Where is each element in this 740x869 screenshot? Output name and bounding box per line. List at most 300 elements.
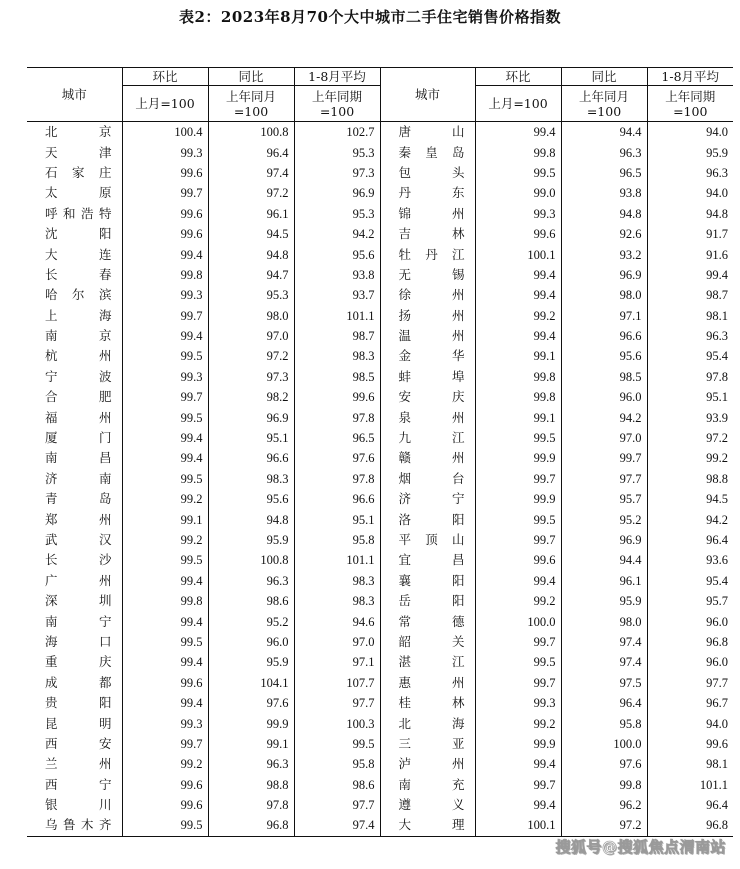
avg-index-cell: 98.8 [647,469,733,489]
city-name-cell: 西宁 [27,775,122,795]
table-row [27,244,733,264]
table-row [27,285,733,305]
table-row [27,367,733,387]
table-row [27,591,733,611]
city-name-cell: 杭州 [27,346,122,366]
yoy-index-cell: 100.8 [208,122,294,143]
mom-index-cell: 99.6 [122,775,208,795]
avg-index-cell: 95.6 [294,244,380,264]
yoy-index-cell: 95.1 [208,428,294,448]
city-name-cell: 常德 [380,611,475,631]
avg-index-cell: 96.8 [647,815,733,836]
table-row [27,265,733,285]
mom-index-cell: 99.7 [122,183,208,203]
mom-index-cell: 99.8 [122,265,208,285]
yoy-index-cell: 97.8 [208,795,294,815]
yoy-index-cell: 98.0 [208,306,294,326]
mom-index-cell: 100.1 [475,815,561,836]
yoy-index-cell: 96.3 [561,142,647,162]
mom-index-cell: 99.4 [122,652,208,672]
avg-index-cell: 99.5 [294,734,380,754]
yoy-index-cell: 97.6 [561,754,647,774]
table-row [27,326,733,346]
city-name-cell: 九江 [380,428,475,448]
yoy-index-cell: 97.1 [561,306,647,326]
yoy-index-cell: 96.1 [208,204,294,224]
mom-index-cell: 99.6 [475,224,561,244]
mom-index-cell: 99.5 [122,346,208,366]
city-name-cell: 北海 [380,713,475,733]
city-name-cell: 北京 [27,122,122,143]
avg-index-cell: 95.3 [294,204,380,224]
yoy-index-cell: 100.0 [561,734,647,754]
mom-index-cell: 99.5 [475,509,561,529]
mom-index-cell: 99.7 [475,469,561,489]
yoy-index-cell: 94.4 [561,122,647,143]
yoy-index-cell: 99.1 [208,734,294,754]
avg-base-text: 上年同期 =100 [665,88,716,119]
yoy-index-cell: 98.5 [561,367,647,387]
city-name-cell: 武汉 [27,530,122,550]
avg-index-cell: 98.1 [647,754,733,774]
table-row [27,163,733,183]
table-row [27,795,733,815]
avg-index-cell: 98.5 [294,367,380,387]
table-row [27,632,733,652]
yoy-index-cell: 95.6 [208,489,294,509]
mom-index-cell: 99.5 [475,163,561,183]
city-name-cell: 宜昌 [380,550,475,570]
mom-index-cell: 99.4 [475,326,561,346]
mom-index-cell: 99.4 [122,448,208,468]
city-name-cell: 沈阳 [27,224,122,244]
header-mom-right: 环比 [475,68,561,86]
avg-index-cell: 97.8 [294,469,380,489]
avg-index-cell: 96.0 [647,611,733,631]
yoy-index-cell: 94.4 [561,550,647,570]
yoy-index-cell: 95.2 [208,611,294,631]
avg-index-cell: 99.4 [647,265,733,285]
city-name-cell: 济宁 [380,489,475,509]
avg-index-cell: 95.7 [647,591,733,611]
mom-index-cell: 99.4 [122,571,208,591]
yoy-index-cell: 97.4 [561,652,647,672]
yoy-index-cell: 96.5 [561,163,647,183]
avg-index-cell: 97.6 [294,448,380,468]
avg-index-cell: 96.3 [647,163,733,183]
city-name-cell: 合肥 [27,387,122,407]
city-name-cell: 福州 [27,407,122,427]
avg-index-cell: 95.1 [294,509,380,529]
avg-index-cell: 95.3 [294,142,380,162]
city-name-cell: 湛江 [380,652,475,672]
header-avg-left: 1-8月平均 [294,68,380,86]
city-name-cell: 南京 [27,326,122,346]
yoy-index-cell: 96.6 [208,448,294,468]
yoy-index-cell: 97.2 [561,815,647,836]
city-name-cell: 乌鲁木齐 [27,815,122,836]
mom-index-cell: 99.4 [122,244,208,264]
city-name-cell: 遵义 [380,795,475,815]
mom-index-cell: 99.7 [475,632,561,652]
avg-index-cell: 94.0 [647,713,733,733]
mom-index-cell: 99.4 [475,795,561,815]
yoy-index-cell: 96.6 [561,326,647,346]
mom-index-cell: 99.1 [122,509,208,529]
city-name-cell: 青岛 [27,489,122,509]
yoy-index-cell: 97.5 [561,673,647,693]
yoy-base-text: 上年同月 =100 [578,88,629,119]
avg-index-cell: 96.3 [647,326,733,346]
mom-index-cell: 99.8 [122,591,208,611]
yoy-index-cell: 98.8 [208,775,294,795]
table-row [27,509,733,529]
yoy-index-cell: 96.3 [208,754,294,774]
avg-index-cell: 97.0 [294,632,380,652]
avg-index-cell: 94.0 [647,183,733,203]
yoy-index-cell: 98.3 [208,469,294,489]
avg-index-cell: 102.7 [294,122,380,143]
yoy-index-cell: 96.1 [561,571,647,591]
avg-index-cell: 93.8 [294,265,380,285]
city-name-cell: 大连 [27,244,122,264]
avg-index-cell: 98.7 [647,285,733,305]
mom-index-cell: 99.4 [475,285,561,305]
yoy-index-cell: 96.4 [561,693,647,713]
city-name-cell: 包头 [380,163,475,183]
table-row [27,815,733,836]
avg-index-cell: 99.6 [647,734,733,754]
avg-index-cell: 97.8 [647,367,733,387]
header-avg-base-right [647,86,733,122]
mom-index-cell: 100.1 [475,244,561,264]
avg-index-cell: 101.1 [294,306,380,326]
avg-index-cell: 100.3 [294,713,380,733]
yoy-index-cell: 93.2 [561,244,647,264]
yoy-index-cell: 94.8 [208,244,294,264]
table-row [27,387,733,407]
header-yoy-left: 同比 [208,68,294,86]
table-row [27,693,733,713]
mom-index-cell: 99.4 [475,571,561,591]
avg-index-cell: 94.5 [647,489,733,509]
city-name-cell: 郑州 [27,509,122,529]
yoy-index-cell: 95.9 [208,652,294,672]
avg-index-cell: 96.8 [647,632,733,652]
city-name-cell: 桂林 [380,693,475,713]
mom-index-cell: 100.4 [122,122,208,143]
yoy-index-cell: 99.8 [561,775,647,795]
mom-index-cell: 99.6 [122,673,208,693]
yoy-index-cell: 99.9 [208,713,294,733]
mom-index-cell: 99.7 [122,734,208,754]
mom-index-cell: 99.7 [122,306,208,326]
city-name-cell: 南昌 [27,448,122,468]
avg-index-cell: 97.8 [294,407,380,427]
mom-index-cell: 99.2 [122,530,208,550]
city-name-cell: 烟台 [380,469,475,489]
avg-index-cell: 98.1 [647,306,733,326]
table-row [27,489,733,509]
mom-index-cell: 99.5 [122,550,208,570]
avg-index-cell: 95.9 [647,142,733,162]
avg-index-cell: 99.2 [647,448,733,468]
yoy-index-cell: 97.3 [208,367,294,387]
yoy-index-cell: 95.8 [561,713,647,733]
table-row [27,775,733,795]
header-yoy-base-left [208,86,294,122]
city-name-cell: 昆明 [27,713,122,733]
mom-index-cell: 99.8 [475,367,561,387]
yoy-index-cell: 97.0 [561,428,647,448]
table-row [27,611,733,631]
yoy-index-cell: 93.8 [561,183,647,203]
city-name-cell: 南充 [380,775,475,795]
city-name-cell: 石家庄 [27,163,122,183]
header-city-right: 城市 [380,68,475,122]
yoy-index-cell: 96.0 [208,632,294,652]
mom-index-cell: 99.1 [475,346,561,366]
table-row [27,224,733,244]
mom-index-cell: 99.4 [475,122,561,143]
city-name-cell: 平顶山 [380,530,475,550]
mom-index-cell: 99.3 [122,367,208,387]
mom-index-cell: 99.6 [122,204,208,224]
table-row [27,754,733,774]
mom-index-cell: 99.6 [475,550,561,570]
city-name-cell: 长沙 [27,550,122,570]
mom-index-cell: 99.4 [122,326,208,346]
yoy-index-cell: 96.3 [208,571,294,591]
table-row [27,306,733,326]
yoy-index-cell: 95.3 [208,285,294,305]
yoy-index-cell: 95.6 [561,346,647,366]
city-name-cell: 牡丹江 [380,244,475,264]
header-yoy-base-right [561,86,647,122]
yoy-index-cell: 97.7 [561,469,647,489]
mom-index-cell: 99.5 [122,407,208,427]
header-avg-base-left [294,86,380,122]
avg-index-cell: 94.0 [647,122,733,143]
mom-index-cell: 99.7 [475,530,561,550]
mom-index-cell: 99.3 [122,713,208,733]
yoy-index-cell: 99.7 [561,448,647,468]
avg-index-cell: 96.5 [294,428,380,448]
city-name-cell: 秦皇岛 [380,142,475,162]
yoy-base-text: 上年同月 =100 [225,88,276,119]
avg-index-cell: 97.7 [294,795,380,815]
mom-index-cell: 99.8 [475,387,561,407]
avg-index-cell: 107.7 [294,673,380,693]
mom-index-cell: 99.7 [475,673,561,693]
mom-index-cell: 99.2 [122,489,208,509]
avg-index-cell: 97.2 [647,428,733,448]
avg-index-cell: 98.3 [294,571,380,591]
avg-index-cell: 96.4 [647,795,733,815]
header-avg-right: 1-8月平均 [647,68,733,86]
city-name-cell: 大理 [380,815,475,836]
yoy-index-cell: 98.0 [561,611,647,631]
city-name-cell: 成都 [27,673,122,693]
yoy-index-cell: 97.4 [208,163,294,183]
mom-index-cell: 99.9 [475,734,561,754]
city-name-cell: 蚌埠 [380,367,475,387]
mom-index-cell: 99.5 [122,815,208,836]
city-name-cell: 丹东 [380,183,475,203]
avg-index-cell: 98.3 [294,591,380,611]
city-name-cell: 无锡 [380,265,475,285]
avg-index-cell: 97.7 [294,693,380,713]
avg-index-cell: 101.1 [647,775,733,795]
yoy-index-cell: 97.4 [561,632,647,652]
city-name-cell: 西安 [27,734,122,754]
city-name-cell: 泸州 [380,754,475,774]
mom-index-cell: 100.0 [475,611,561,631]
city-name-cell: 呼和浩特 [27,204,122,224]
table-row [27,448,733,468]
avg-index-cell: 96.4 [647,530,733,550]
table-row [27,346,733,366]
avg-index-cell: 95.8 [294,530,380,550]
avg-index-cell: 94.6 [294,611,380,631]
avg-index-cell: 95.1 [647,387,733,407]
avg-index-cell: 93.7 [294,285,380,305]
avg-index-cell: 96.0 [647,652,733,672]
city-name-cell: 金华 [380,346,475,366]
city-name-cell: 海口 [27,632,122,652]
mom-index-cell: 99.0 [475,183,561,203]
yoy-index-cell: 98.6 [208,591,294,611]
mom-index-cell: 99.8 [475,142,561,162]
yoy-index-cell: 96.4 [208,142,294,162]
yoy-index-cell: 95.7 [561,489,647,509]
avg-base-text: 上年同期 =100 [311,88,362,119]
city-name-cell: 洛阳 [380,509,475,529]
mom-index-cell: 99.4 [122,611,208,631]
yoy-index-cell: 95.2 [561,509,647,529]
mom-index-cell: 99.9 [475,489,561,509]
mom-index-cell: 99.9 [475,448,561,468]
mom-index-cell: 99.5 [475,428,561,448]
table-row [27,652,733,672]
yoy-index-cell: 96.9 [208,407,294,427]
mom-index-cell: 99.7 [475,775,561,795]
city-name-cell: 锦州 [380,204,475,224]
table-row [27,122,733,143]
yoy-index-cell: 92.6 [561,224,647,244]
city-name-cell: 襄阳 [380,571,475,591]
mom-index-cell: 99.3 [475,693,561,713]
city-name-cell: 重庆 [27,652,122,672]
yoy-index-cell: 98.2 [208,387,294,407]
avg-index-cell: 95.8 [294,754,380,774]
city-name-cell: 深圳 [27,591,122,611]
table-row [27,183,733,203]
yoy-index-cell: 97.0 [208,326,294,346]
avg-index-cell: 98.3 [294,346,380,366]
city-name-cell: 哈尔滨 [27,285,122,305]
yoy-index-cell: 104.1 [208,673,294,693]
watermark: 搜狐号@搜狐焦点渭南站 [555,838,726,856]
table-row [27,734,733,754]
city-name-cell: 厦门 [27,428,122,448]
table-title: 表2：2023年8月70个大中城市二手住宅销售价格指数 [179,8,561,26]
mom-index-cell: 99.4 [122,693,208,713]
mom-index-cell: 99.5 [122,469,208,489]
city-name-cell: 韶关 [380,632,475,652]
avg-index-cell: 93.9 [647,407,733,427]
mom-index-cell: 99.6 [122,795,208,815]
city-name-cell: 南宁 [27,611,122,631]
table-row [27,204,733,224]
avg-index-cell: 96.7 [647,693,733,713]
mom-index-cell: 99.6 [122,224,208,244]
yoy-index-cell: 94.8 [561,204,647,224]
city-name-cell: 长春 [27,265,122,285]
yoy-index-cell: 98.0 [561,285,647,305]
mom-index-cell: 99.5 [122,632,208,652]
yoy-index-cell: 94.5 [208,224,294,244]
mom-index-cell: 99.1 [475,407,561,427]
table-row [27,407,733,427]
table-row [27,713,733,733]
yoy-index-cell: 97.6 [208,693,294,713]
city-name-cell: 岳阳 [380,591,475,611]
avg-index-cell: 94.2 [294,224,380,244]
yoy-index-cell: 96.8 [208,815,294,836]
avg-index-cell: 93.6 [647,550,733,570]
city-name-cell: 三亚 [380,734,475,754]
avg-index-cell: 101.1 [294,550,380,570]
avg-index-cell: 94.8 [647,204,733,224]
city-name-cell: 吉林 [380,224,475,244]
header-mom-left: 环比 [122,68,208,86]
avg-index-cell: 96.6 [294,489,380,509]
avg-index-cell: 91.7 [647,224,733,244]
city-name-cell: 兰州 [27,754,122,774]
mom-index-cell: 99.4 [475,265,561,285]
yoy-index-cell: 94.7 [208,265,294,285]
mom-index-cell: 99.6 [122,163,208,183]
city-name-cell: 唐山 [380,122,475,143]
yoy-index-cell: 94.2 [561,407,647,427]
table-row [27,673,733,693]
yoy-index-cell: 97.2 [208,183,294,203]
table-row [27,142,733,162]
mom-index-cell: 99.3 [475,204,561,224]
avg-index-cell: 99.6 [294,387,380,407]
avg-index-cell: 98.6 [294,775,380,795]
yoy-index-cell: 100.8 [208,550,294,570]
header-mom-base-right: 上月=100 [475,86,561,122]
yoy-index-cell: 96.2 [561,795,647,815]
avg-index-cell: 97.7 [647,673,733,693]
city-name-cell: 济南 [27,469,122,489]
city-name-cell: 上海 [27,306,122,326]
mom-index-cell: 99.7 [122,387,208,407]
header-city-left: 城市 [27,68,122,122]
city-name-cell: 扬州 [380,306,475,326]
table-row [27,428,733,448]
avg-index-cell: 95.4 [647,571,733,591]
city-name-cell: 广州 [27,571,122,591]
mom-index-cell: 99.3 [122,285,208,305]
yoy-index-cell: 94.8 [208,509,294,529]
table-body [27,122,733,837]
mom-index-cell: 99.4 [475,754,561,774]
mom-index-cell: 99.2 [475,713,561,733]
table-row [27,550,733,570]
